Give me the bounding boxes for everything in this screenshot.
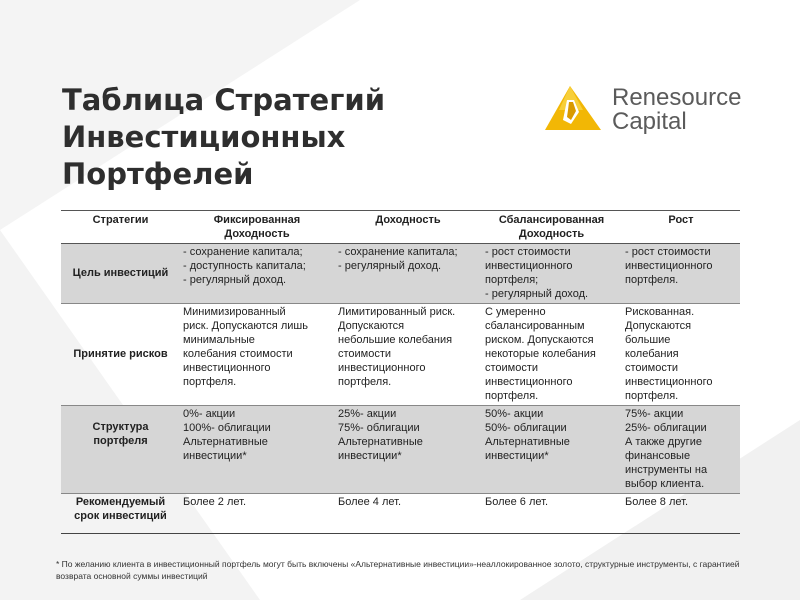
- table-cell: [621, 406, 740, 494]
- footnote: * По желанию клиента в инвестиционный портфель могут быть включены «Альтернативные инвестиции»-неаллокированное золото, структурные инструменты, с гарантией возврата основной суммы инвестиций: [56, 559, 740, 581]
- row-label-term: Рекомендуемый срок инвестиций: [74, 496, 167, 522]
- cell-line: стоимости: [625, 362, 679, 374]
- cell-line: С умеренно: [485, 306, 546, 318]
- cell-line: - регулярный доход.: [183, 274, 287, 286]
- cell-line: риском. Допускаются: [485, 334, 594, 346]
- cell-line: 50%- облигации: [485, 422, 567, 434]
- cell-line: 0%- акции: [183, 408, 236, 420]
- table-row: [61, 304, 740, 406]
- header-strategies: Стратегии: [92, 214, 149, 226]
- cell-line: портфеля.: [625, 274, 679, 286]
- cell-line: стоимости: [338, 348, 392, 360]
- cell-line: портфеля;: [485, 274, 539, 286]
- row-label-risk: Принятие рисков: [73, 348, 168, 360]
- table-cell: [179, 494, 334, 534]
- table-cell: [481, 494, 621, 534]
- logo-line-1: Renesource: [612, 84, 742, 111]
- header-growth: Рост: [668, 214, 694, 226]
- table-cell: [621, 304, 740, 406]
- cell-line: инвестиционного: [485, 260, 573, 272]
- cell-line: инструменты на: [625, 464, 708, 476]
- cell-line: риск. Допускаются лишь: [183, 320, 308, 332]
- cell-line: выбор клиента.: [625, 478, 705, 490]
- logo-text: [612, 86, 741, 134]
- table-cell: [179, 406, 334, 494]
- cell-line: небольшие колебания: [338, 334, 453, 346]
- table-cell: [481, 244, 621, 304]
- cell-line: инвестиции*: [485, 450, 549, 462]
- header-balanced: Сбалансированная Доходность: [498, 214, 605, 240]
- table-cell: [334, 406, 481, 494]
- cell-line: минимальные: [183, 334, 255, 346]
- logo-line-2: Capital: [612, 108, 687, 135]
- cell-line: 25%- акции: [338, 408, 397, 420]
- cell-line: инвестиционного: [183, 362, 271, 374]
- cell-line: - рост стоимости: [625, 246, 711, 258]
- title-line-2: Инвестиционных: [62, 120, 346, 154]
- table-cell: [179, 304, 334, 406]
- row-label-goal: Цель инвестиций: [72, 267, 169, 279]
- cell-line: Более 2 лет.: [183, 496, 247, 508]
- table-cell: [481, 406, 621, 494]
- cell-line: некоторые колебания: [485, 348, 596, 360]
- cell-line: сбалансированным: [485, 320, 585, 332]
- cell-line: - рост стоимости: [485, 246, 571, 258]
- table-cell: [179, 244, 334, 304]
- cell-line: - сохранение капитала;: [183, 246, 303, 258]
- cell-line: Более 8 лет.: [625, 496, 689, 508]
- table-cell: [334, 304, 481, 406]
- cell-line: - регулярный доход.: [338, 260, 442, 272]
- row-label-structure: Структура портфеля: [92, 421, 149, 447]
- cell-line: 50%- акции: [485, 408, 544, 420]
- gold-triangle-logo-icon: [543, 80, 607, 136]
- cell-line: портфеля.: [183, 376, 237, 388]
- cell-line: инвестиции*: [338, 450, 402, 462]
- table-row: [61, 406, 740, 494]
- cell-line: Альтернативные: [485, 436, 570, 448]
- renesource-capital-logo: [543, 80, 753, 140]
- cell-line: 75%- облигации: [338, 422, 420, 434]
- cell-line: 25%- облигации: [625, 422, 707, 434]
- cell-line: колебания: [625, 348, 679, 360]
- table-header-row: [61, 211, 740, 244]
- cell-line: финансовые: [625, 450, 691, 462]
- page-title: [62, 82, 442, 193]
- cell-line: Минимизированный: [183, 306, 286, 318]
- cell-line: Более 6 лет.: [485, 496, 549, 508]
- cell-line: - регулярный доход.: [485, 288, 589, 300]
- cell-line: портфеля.: [338, 376, 392, 388]
- table-cell: [334, 494, 481, 534]
- cell-line: Допускаются: [338, 320, 405, 332]
- title-line-3: Портфелей: [62, 157, 254, 191]
- table-cell: [481, 304, 621, 406]
- cell-line: портфеля.: [625, 390, 679, 402]
- cell-line: 75%- акции: [625, 408, 684, 420]
- cell-line: инвестиционного: [485, 376, 573, 388]
- cell-line: - доступность капитала;: [183, 260, 306, 272]
- table-row: [61, 494, 740, 534]
- strategy-table: [61, 210, 740, 534]
- cell-line: Более 4 лет.: [338, 496, 402, 508]
- title-line-1: Таблица Стратегий: [62, 83, 386, 117]
- cell-line: инвестиционного: [338, 362, 426, 374]
- cell-line: Альтернативные: [338, 436, 423, 448]
- cell-line: 100%- облигации: [183, 422, 271, 434]
- cell-line: Допускаются: [625, 320, 692, 332]
- cell-line: колебания стоимости: [183, 348, 293, 360]
- table-row: [61, 244, 740, 304]
- cell-line: инвестиционного: [625, 260, 713, 272]
- table-cell: [621, 244, 740, 304]
- header-income: Доходность: [375, 214, 441, 226]
- cell-line: А также другие: [625, 436, 702, 448]
- table-cell: [621, 494, 740, 534]
- cell-line: Лимитированный риск.: [338, 306, 456, 318]
- cell-line: инвестиции*: [183, 450, 247, 462]
- cell-line: Рискованная.: [625, 306, 695, 318]
- cell-line: инвестиционного: [625, 376, 713, 388]
- cell-line: стоимости: [485, 362, 539, 374]
- strategy-table-container: [61, 210, 740, 534]
- header-fixed-income: Фиксированная Доходность: [213, 214, 301, 240]
- cell-line: - сохранение капитала;: [338, 246, 458, 258]
- cell-line: портфеля.: [485, 390, 539, 402]
- cell-line: Альтернативные: [183, 436, 268, 448]
- cell-line: большие: [625, 334, 671, 346]
- table-cell: [334, 244, 481, 304]
